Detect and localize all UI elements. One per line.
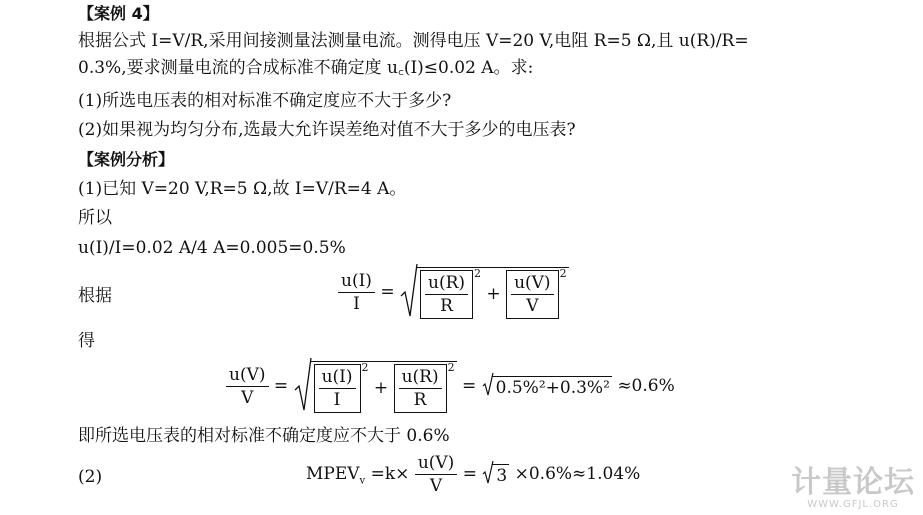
f3-eq: = [462,464,477,484]
f3-sub: v [359,475,366,487]
f2-plus: + [373,377,389,398]
f1-t2-num: u(V) [511,272,554,295]
formula-1 [338,262,569,323]
analysis-so: 所以 [78,208,112,228]
formula-2 [226,356,675,417]
analysis-basis: 根据 [78,286,112,306]
formula-3 [306,452,640,497]
f1-sq-1: 2 [474,266,482,280]
f1-t2-den: V [526,295,539,316]
f1-sq-2: 2 [559,266,567,280]
f1-plus: + [486,283,501,304]
f2-rhs: 0.5%²+0.3%² [492,376,612,398]
f2-t1-num: u(I) [319,366,356,389]
watermark-title: 计量论坛 [791,465,915,500]
analysis-line-1: (1)已知 V=20 V,R=5 Ω,故 I=V/R=4 A。 [78,179,407,199]
problem-line-2: 0.3%,要求测量电流的合成标准不确定度 u꜀(I)≤0.02 A。求: [78,58,534,78]
analysis-title: 【案例分析】 [78,150,175,169]
watermark-url: WWW.GFJL.ORG [807,499,899,510]
f2-sq-2: 2 [447,360,455,374]
f1-lhs-den: I [353,294,360,314]
f2-t2-den: R [413,389,427,410]
f2-t2-num: u(R) [399,366,442,389]
analysis-line-2: u(I)/I=0.02 A/4 A=0.005=0.5% [78,238,346,258]
f3-den: V [429,476,443,496]
problem-line-1: 根据公式 I=V/R,采用间接测量法测量电流。测得电压 V=20 V,电阻 R=5 Ω,且 u(R)/R= [78,31,749,51]
f2-lhs-den: V [241,388,254,408]
f1-eq: = [380,282,395,302]
f3-k: =k× [370,464,410,484]
f3-lhs: MPEV [306,464,360,484]
part-2-label: (2) [78,467,103,487]
analysis-get: 得 [78,331,95,351]
f2-eq-1: = [273,376,289,396]
f1-lhs-num: u(I) [338,270,375,293]
f3-num: u(V) [415,452,458,475]
f3-tail: ×0.6%≈1.04% [514,464,641,484]
analysis-conclusion: 即所选电压表的相对标准不确定度应不大于 0.6% [78,426,450,446]
f2-sq-1: 2 [361,360,369,374]
f3-sqrt: 3 [492,464,509,486]
f2-lhs-num: u(V) [226,364,269,387]
watermark-logo [791,467,915,511]
f2-eq-2: = [461,376,477,396]
question-1: (1)所选电压表的相对标准不确定度应不大于多少? [78,91,452,111]
case-title: 【案例 4】 [78,4,159,23]
f2-t1-den: I [333,389,341,410]
f1-t1-den: R [440,295,453,316]
question-2: (2)如果视为均匀分布,选最大允许误差绝对值不大于多少的电压表? [78,120,576,140]
f2-result: ≈0.6% [617,376,675,396]
f1-t1-num: u(R) [425,272,468,295]
